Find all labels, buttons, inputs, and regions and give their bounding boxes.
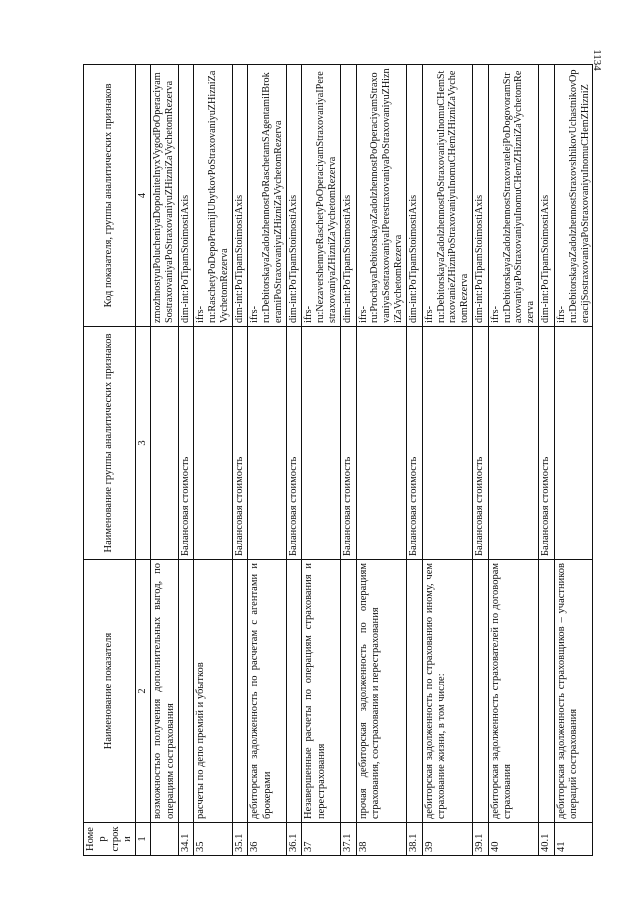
table-row bbox=[473, 65, 488, 856]
group-name bbox=[554, 327, 593, 560]
header-row bbox=[84, 65, 136, 856]
row-number: 38 bbox=[356, 823, 407, 856]
row-number: 38.1 bbox=[407, 823, 422, 856]
row-number: 36 bbox=[248, 823, 287, 856]
table-row bbox=[248, 65, 287, 856]
indicator-code: ifrs-ru:NezavershennyeRaschetyPoOperaciyamStraxovaniyaIPerestraxovaniyaZHizniZaVychetomRezerva bbox=[302, 65, 341, 327]
group-name bbox=[302, 327, 341, 560]
header-name: Наименование показателя bbox=[84, 560, 136, 823]
page-number: 1134 bbox=[591, 49, 603, 71]
indicator-code: dim-int:PoTipamStoimostiAxis bbox=[473, 65, 488, 327]
indicator-code: dim-int:PoTipamStoimostiAxis bbox=[539, 65, 554, 327]
indicator-name: дебиторская задолженность страхователей по договорам страхования bbox=[488, 560, 539, 823]
table-row bbox=[151, 65, 179, 856]
indicator-code: dim-int:PoTipamStoimostiAxis bbox=[287, 65, 302, 327]
indicator-name bbox=[341, 560, 356, 823]
group-name: Балансовая стоимость bbox=[539, 327, 554, 560]
col-number: 2 bbox=[136, 560, 151, 823]
table-row bbox=[422, 65, 473, 856]
row-number: 39 bbox=[422, 823, 473, 856]
row-number: 35.1 bbox=[233, 823, 248, 856]
indicator-name bbox=[287, 560, 302, 823]
table-row bbox=[178, 65, 193, 856]
indicator-name bbox=[178, 560, 193, 823]
row-number: 37 bbox=[302, 823, 341, 856]
indicator-name: дебиторская задолженность страховщиков – участников операций сострахования bbox=[554, 560, 593, 823]
indicator-table bbox=[83, 64, 593, 856]
row-number: 34.1 bbox=[178, 823, 193, 856]
indicator-code: dim-int:PoTipamStoimostiAxis bbox=[178, 65, 193, 327]
group-name bbox=[488, 327, 539, 560]
indicator-code: ifrs-ru:DebitorskayaZadolzhennostPoStraxovaniyuInomuCHemStraxovanieZHizniPoStraxovaniyuInomuCHemZHizniZaVychetomRezerva bbox=[422, 65, 473, 327]
indicator-name: дебиторская задолженность по страхованию иному, чем страхование жизни, в том числе: bbox=[422, 560, 473, 823]
indicator-code: dim-int:PoTipamStoimostiAxis bbox=[341, 65, 356, 327]
table-row bbox=[554, 65, 593, 856]
indicator-name bbox=[473, 560, 488, 823]
col-number: 4 bbox=[136, 65, 151, 327]
table-row bbox=[194, 65, 233, 856]
table-row bbox=[287, 65, 302, 856]
indicator-code: ifrs-ru:DebitorskayaZadolzhennostStraxovshhikovUchastnikovOperacijSostraxovaniyaPoStraxovaniyuInomuCHemZHizniZ bbox=[554, 65, 593, 327]
indicator-name: возможностью получения дополнительных выгод, по операциям сострахования bbox=[151, 560, 179, 823]
row-number: 35 bbox=[194, 823, 233, 856]
indicator-code: ifrs-ru:RaschetyPoDepoPremijIUbytkovPoStraxovaniyuZHizniZaVychetomRezerva bbox=[194, 65, 233, 327]
table-row bbox=[356, 65, 407, 856]
group-name: Балансовая стоимость bbox=[178, 327, 193, 560]
row-number: 40 bbox=[488, 823, 539, 856]
group-name: Балансовая стоимость bbox=[233, 327, 248, 560]
table-row bbox=[407, 65, 422, 856]
column-number-row bbox=[136, 65, 151, 856]
table-row bbox=[341, 65, 356, 856]
group-name bbox=[248, 327, 287, 560]
indicator-code: ifrs-ru:DebitorskayaZadolzhennostPoRaschetamSAgentamiIBrokeramiPoStraxovaniyuZHizniZaVychetomRezerva bbox=[248, 65, 287, 327]
indicator-name bbox=[233, 560, 248, 823]
indicator-name bbox=[407, 560, 422, 823]
indicator-name: прочая дебиторская задолженность по операциям страхования, сострахования и перестрахования bbox=[356, 560, 407, 823]
group-name: Балансовая стоимость bbox=[287, 327, 302, 560]
indicator-code: ifrs-ru:ProchayaDebitorskayaZadolzhennostPoOperaciyamStraxovaniyaSostraxovaniyaIPerestraxovaniyaPoStraxovaniyuZHizniZaVychetomRezerva bbox=[356, 65, 407, 327]
col-number: 3 bbox=[136, 327, 151, 560]
group-name: Балансовая стоимость bbox=[341, 327, 356, 560]
col-number: 1 bbox=[136, 823, 151, 856]
table-row bbox=[233, 65, 248, 856]
row-number: 41 bbox=[554, 823, 593, 856]
group-name: Балансовая стоимость bbox=[407, 327, 422, 560]
indicator-code: ifrs-ru:DebitorskayaZadolzhennostStraxovatelejPoDogovoramStraxovaniyaPoStraxovaniyuInomuCHemZHizniZaVychetomRezerva bbox=[488, 65, 539, 327]
group-name bbox=[151, 327, 179, 560]
group-name: Балансовая стоимость bbox=[473, 327, 488, 560]
group-name bbox=[422, 327, 473, 560]
row-number: 40.1 bbox=[539, 823, 554, 856]
row-number bbox=[151, 823, 179, 856]
indicator-name: расчеты по депо премий и убытков bbox=[194, 560, 233, 823]
row-number: 39.1 bbox=[473, 823, 488, 856]
indicator-name: Незавершенные расчеты по операциям страхования и перестрахования bbox=[302, 560, 341, 823]
group-name bbox=[194, 327, 233, 560]
header-num: Номер строки bbox=[84, 823, 136, 856]
indicator-code: dim-int:PoTipamStoimostiAxis bbox=[407, 65, 422, 327]
indicator-name: дебиторская задолженность по расчетам с агентами и брокерами bbox=[248, 560, 287, 823]
indicator-code: zmozhnostyuPolucheniyaDopolnitelnyxVygodPoOperaciyamSostraxovaniyaPoStraxovaniyuZHizniZaVychetomRezerva bbox=[151, 65, 179, 327]
header-group: Наименование группы аналитических признаков bbox=[84, 327, 136, 560]
row-number: 37.1 bbox=[341, 823, 356, 856]
table-row bbox=[302, 65, 341, 856]
group-name bbox=[356, 327, 407, 560]
table-row bbox=[539, 65, 554, 856]
row-number: 36.1 bbox=[287, 823, 302, 856]
header-code: Код показателя, группы аналитических признаков bbox=[84, 65, 136, 327]
indicator-code: dim-int:PoTipamStoimostiAxis bbox=[233, 65, 248, 327]
table-row bbox=[488, 65, 539, 856]
indicator-name bbox=[539, 560, 554, 823]
